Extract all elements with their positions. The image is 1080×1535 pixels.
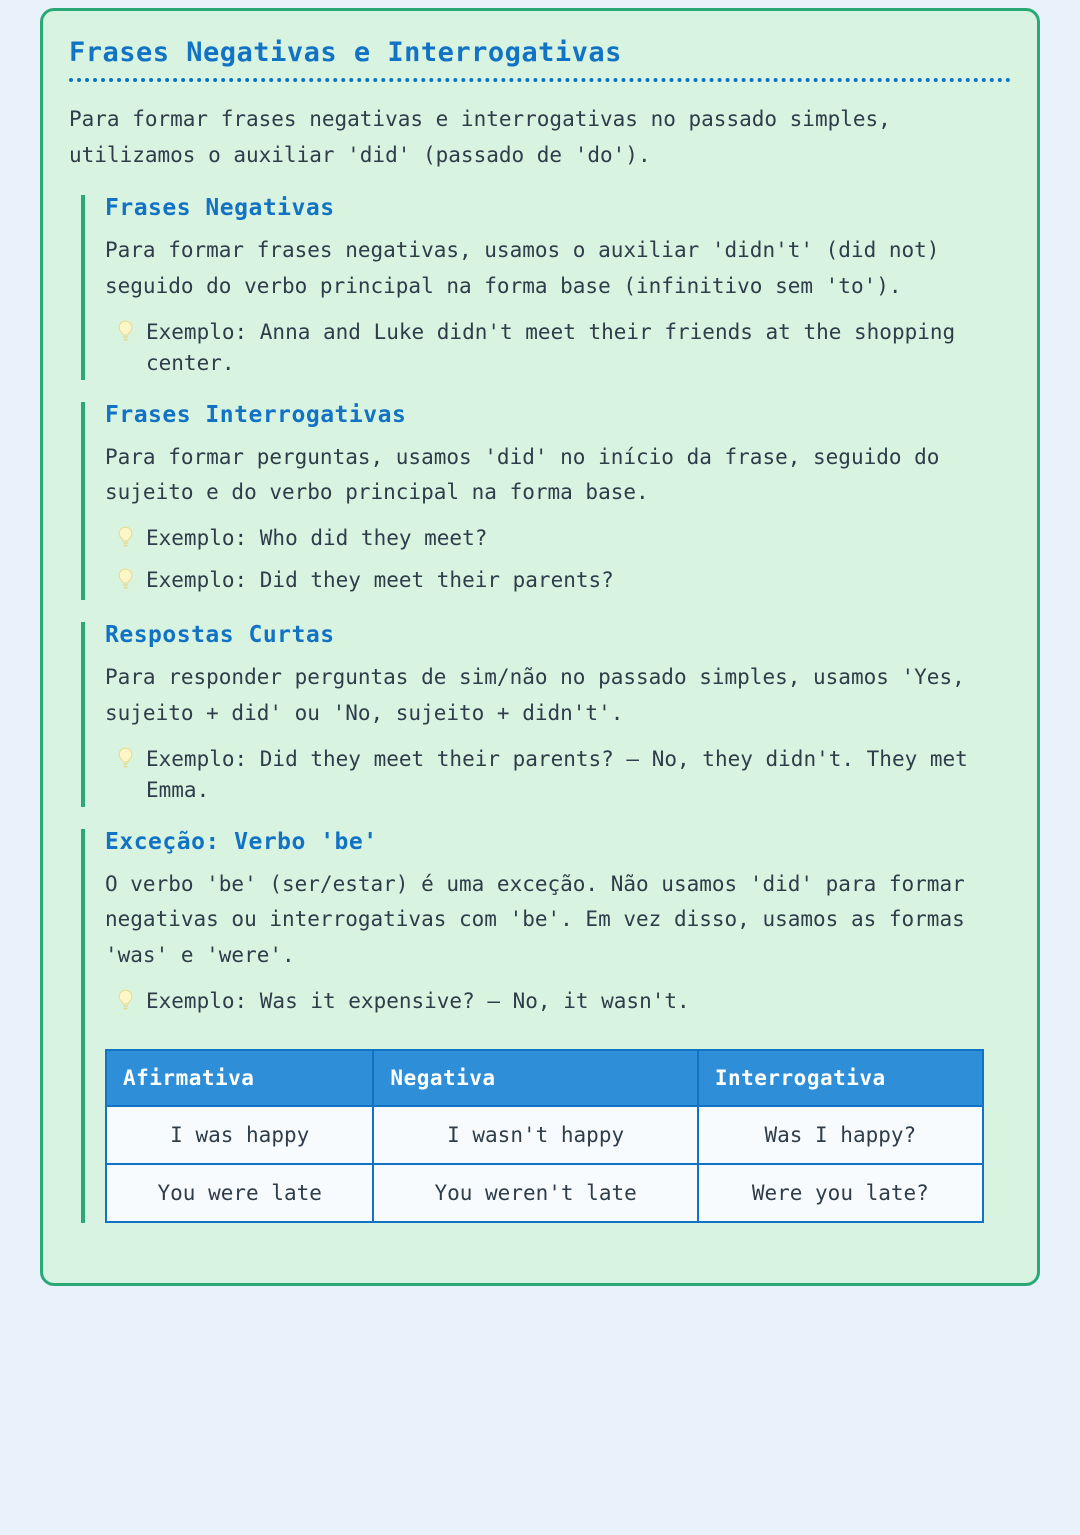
section-body: Para formar perguntas, usamos 'did' no início da frase, seguido do sujeito e do verbo principal na forma base.: [105, 444, 940, 505]
lightbulb-icon: [117, 525, 134, 559]
example-text: Exemplo: Who did they meet?: [146, 526, 488, 551]
example-item: [117, 565, 1011, 601]
table-cell: I wasn't happy: [373, 1106, 697, 1164]
example-item: [117, 317, 1011, 380]
example-text: Exemplo: Did they meet their parents? – No, they didn't. They met Emma.: [146, 746, 968, 802]
lesson-card: [40, 8, 1040, 1286]
table-cell: Were you late?: [698, 1164, 983, 1222]
lightbulb-icon: [117, 746, 134, 780]
conjugation-table: [105, 1049, 984, 1223]
lightbulb-icon: [117, 567, 134, 601]
column-header-interrogativa: Interrogativa: [698, 1050, 983, 1106]
section-heading: Respostas Curtas: [105, 622, 335, 649]
table-header-row: [106, 1050, 983, 1106]
example-item: [117, 523, 1011, 559]
section-heading: Exceção: Verbo 'be': [105, 828, 378, 855]
lightbulb-icon: [117, 319, 134, 353]
section-excecao-verbo-be: [81, 829, 1011, 1224]
section-frases-interrogativas: [81, 402, 1011, 600]
example-text: Exemplo: Was it expensive? – No, it wasn't.: [146, 988, 690, 1013]
table-row: [106, 1164, 983, 1222]
example-text: Exemplo: Did they meet their parents?: [146, 567, 614, 592]
section-body: Para responder perguntas de sim/não no passado simples, usamos 'Yes, sujeito + did' ou 'No, sujeito + didn't'.: [105, 665, 965, 725]
lightbulb-icon: [117, 988, 134, 1022]
section-heading: Frases Negativas: [105, 195, 335, 222]
section-heading: Frases Interrogativas: [105, 401, 407, 428]
column-header-afirmativa: Afirmativa: [106, 1050, 373, 1106]
table-cell: I was happy: [106, 1106, 373, 1164]
section-respostas-curtas: [81, 622, 1011, 806]
table-cell: You weren't late: [373, 1164, 697, 1222]
section-frases-negativas: [81, 195, 1011, 379]
example-item: [117, 744, 1011, 807]
example-item: [117, 986, 1011, 1022]
page-title: Frases Negativas e Interrogativas: [69, 37, 1011, 82]
section-body: Para formar frases negativas, usamos o auxiliar 'didn't' (did not) seguido do verbo principal na forma base (infinitivo sem 'to').: [105, 238, 940, 299]
section-body: O verbo 'be' (ser/estar) é uma exceção. Não usamos 'did' para formar negativas ou interrogativas com 'be'. Em vez disso, usamos as formas 'was' e 'were'.: [105, 871, 965, 967]
table-cell: Was I happy?: [698, 1106, 983, 1164]
intro-text: Para formar frases negativas e interrogativas no passado simples, utilizamos o auxiliar 'did' (passado de 'do').: [69, 107, 891, 167]
example-text: Exemplo: Anna and Luke didn't meet their friends at the shopping center.: [146, 319, 956, 376]
table-row: [106, 1106, 983, 1164]
column-header-negativa: Negativa: [373, 1050, 697, 1106]
table-cell: You were late: [106, 1164, 373, 1222]
